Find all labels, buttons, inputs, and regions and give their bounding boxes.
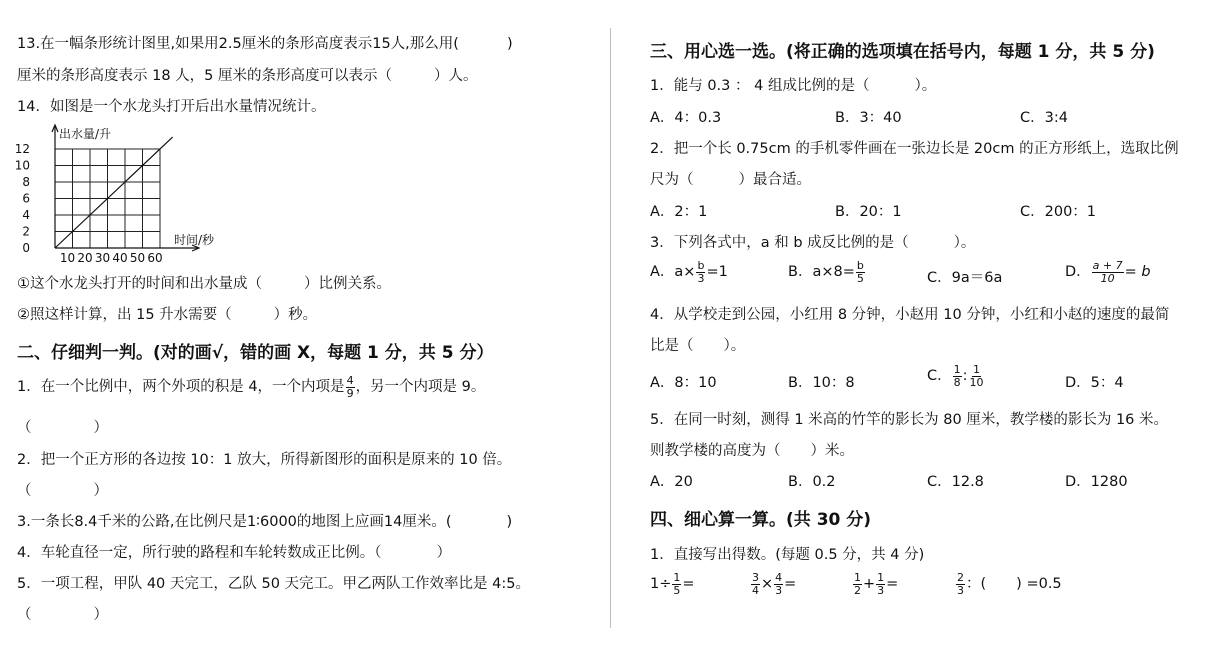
choice-4-line-2 [650,334,745,355]
fraction-numerator: 1 [673,571,681,584]
x-tick-label: 40 [112,251,128,265]
option-b-text: B．a×8= [788,264,855,281]
section-3-title: 三、用心选一选。(将正确的选项填在括号内，每题 1 分，共 5 分) [650,42,1155,62]
choice-3-option-c: C．9a＝6a [927,270,1003,286]
fraction-denominator: 5 [673,583,681,597]
fraction-numerator: a + 7 [1092,259,1123,272]
fraction-denominator: 3 [877,583,885,597]
fraction-numerator: 1 [973,363,981,376]
q13-text-c: 厘米的条形高度表示 18 人，5 厘米的条形高度可以表示（ [17,68,393,84]
fraction-numerator: b [856,259,864,272]
fraction-numerator: 2 [957,571,964,584]
paren-close: ） [93,483,108,499]
x-axis-label: 时间/秒 [174,233,215,247]
paren-close: ） [93,420,108,436]
x-tick-label: 30 [94,251,111,265]
fraction-denominator: 3 [697,271,705,285]
fraction-denominator: 10 [1100,271,1115,285]
option-c-text: C． [927,368,952,385]
q14-1-text-a: ①这个水龙头打开的时间和出水量成（ [17,276,262,292]
equals-sign: = [886,576,899,593]
column-divider [610,28,611,628]
q14-1-text-b: ）比例关系。 [304,276,391,292]
choice-2-option-b: B．20：1 [835,204,902,220]
equals-sign: = [682,576,695,593]
fraction-numerator: 3 [752,571,759,584]
q14-2-text-a: ②照这样计算，出 15 升水需要（ [17,307,232,323]
fraction-b-3 [696,260,705,284]
judge-1-text-b: ，另一个内项是 9。 [355,379,486,396]
judge-4-text-a: 4．车轮直径一定，所行驶的路程和车轮转数成正比例。（ [17,545,382,561]
choice-3-option-b [788,260,866,284]
choice-3-option-d [1065,260,1151,284]
choice-3-text-b: ）。 [953,235,976,251]
choice-5-option-b: B．0.2 [788,474,836,490]
judge-3-text-b: ) [506,514,513,530]
judge-4 [17,541,451,562]
judge-5: 5．一项工程，甲队 40 天完工，乙队 50 天完工。甲乙两队工作效率比是 4:5。 [17,576,531,592]
fraction-4-3 [774,572,783,596]
choice-2-line-2 [650,168,811,189]
equals-sign: = [784,576,797,593]
section-2-title: 二、仔细判一判。(对的画√，错的画 X，每题 1 分，共 5 分） [17,343,494,363]
choice-1-text-b: ）。 [914,78,937,94]
fraction-1-2 [853,572,862,596]
paren-open: （ [17,607,32,623]
calc-item-1 [650,572,695,596]
choice-4-line-1: 4．从学校走到公园，小红用 8 分钟，小赵用 10 分钟，小红和小赵的速度的最简 [650,307,1170,323]
choice-5-option-d: D．1280 [1065,474,1128,490]
x-tick-label: 20 [77,251,93,265]
y-tick-label: 4 [22,208,30,222]
x-tick-label: 60 [147,251,163,265]
fraction-denominator: 10 [969,375,984,389]
choice-3-option-a [650,260,728,284]
choice-4-option-a: A．8：10 [650,375,717,391]
ratio-separator: : [962,368,968,385]
judge-3 [17,510,512,531]
judge-1 [17,375,485,399]
choice-5-text-b: 则教学楼的高度为（ [650,443,781,459]
fraction-1-5 [672,572,681,596]
section-4-title: 四、细心算一算。(共 30 分) [650,510,872,530]
question-14: 14．如图是一个水龙头打开后出水量情况统计。 [17,99,326,115]
fraction-numerator: 4 [775,571,783,584]
choice-4-text-b: 比是（ [650,338,694,354]
fraction-denominator: 3 [775,583,783,597]
choice-5-option-a: A．20 [650,474,693,490]
q13-text-b: ) [506,36,513,52]
choice-4-option-c [927,364,986,388]
choice-1 [650,74,936,95]
fraction-denominator: 2 [854,583,861,597]
fraction-denominator: 9 [346,386,354,400]
fraction-denominator: 8 [953,375,961,389]
choice-5-line-2 [650,439,854,460]
question-14-part-2 [17,303,317,324]
fraction-4-9 [346,375,355,399]
fraction-3-4 [751,572,760,596]
choice-4-option-d: D．5：4 [1065,375,1124,391]
paren-open: （ [17,420,32,436]
fraction-denominator: 5 [856,271,864,285]
choice-1-option-a: A．4：0.3 [650,110,722,126]
calc-1-text: 1÷ [650,576,672,593]
paren-open: （ [17,483,32,499]
fraction-1-3 [876,572,885,596]
fraction-1-10 [969,364,985,388]
question-13-line-1 [17,32,513,53]
fraction-b-5 [856,260,865,284]
q14-2-text-b: ）秒。 [273,307,318,323]
fraction-numerator: b [697,259,705,272]
y-tick-label: 10 [14,158,30,173]
x-tick-label: 10 [59,251,76,265]
calc-item-4 [955,572,1062,596]
calc-item-3 [852,572,898,596]
choice-5-option-c: C．12.8 [927,474,984,490]
fraction-denominator: 3 [957,583,964,597]
y-tick-label: 6 [22,191,30,206]
y-tick-label: 12 [14,142,30,156]
fraction-2-3 [956,572,965,596]
option-a-text: A．a× [650,264,696,281]
choice-1-text-a: 1．能与 0.3 ： 4 组成比例的是（ [650,78,870,94]
choice-1-option-b: B．3：40 [835,110,902,126]
calc-intro: 1．直接写出得数。(每题 0.5 分，共 4 分) [650,547,925,563]
choice-4-text-c: ）。 [723,338,746,354]
option-d-end: = b [1124,264,1151,281]
question-13-line-2 [17,64,478,85]
fraction-numerator: 4 [346,374,354,387]
choice-3 [650,231,975,252]
y-axis-label: 出水量/升 [59,127,112,141]
choice-2-text-c: ）最合适。 [738,172,811,188]
choice-5-text-c: ）米。 [810,443,854,459]
option-a-end: =1 [706,264,728,281]
fraction-numerator: 1 [953,363,961,376]
q13-text-d: ）人。 [434,68,478,84]
fraction-1-8 [953,364,962,388]
judge-2: 2．把一个正方形的各边按 10：1 放大，所得新图形的面积是原来的 10 倍。 [17,452,512,468]
y-tick-label: 0 [22,241,30,255]
calc-4-text-c: ) =0.5 [1016,576,1062,593]
judge-4-text-b: ） [436,545,451,561]
fraction-numerator: 1 [877,571,885,584]
choice-1-option-c: C．3:4 [1020,110,1068,126]
paren-close: ） [93,607,108,623]
y-tick-label: 8 [22,175,30,189]
choice-2-line-1: 2．把一个长 0.75cm 的手机零件画在一张边长是 20cm 的正方形纸上，选取比例 [650,141,1179,157]
judge-1-text-a: 1．在一个比例中，两个外项的积是 4，一个内项是 [17,379,345,396]
question-14-part-1 [17,272,391,293]
fraction-numerator: 1 [854,571,861,584]
plus-sign: + [863,576,876,593]
calc-item-2 [750,572,796,596]
judge-2-answer[interactable] [17,479,108,500]
choice-5-line-1: 5．在同一时刻，测得 1 米高的竹竿的影长为 80 厘米，教学楼的影长为 16 米。 [650,412,1169,428]
x-tick-label: 50 [129,251,146,265]
y-tick-label: 2 [22,224,30,239]
q13-text-a: 13.在一幅条形统计图里,如果用2.5厘米的条形高度表示15人,那么用( [17,36,459,52]
calc-4-text-b: ：( [966,576,987,593]
fraction-a7-10 [1092,260,1124,284]
choice-2-text-b: 尺为（ [650,172,694,188]
fraction-denominator: 4 [752,583,759,597]
times-sign: × [761,576,774,593]
choice-3-text-a: 3．下列各式中，a 和 b 成反比例的是（ [650,235,909,251]
option-d-text: D． [1065,264,1091,281]
judge-1-answer[interactable] [17,416,108,437]
water-flow-chart [14,122,227,267]
judge-3-text-a: 3.一条长8.4千米的公路,在比例尺是1∶6000的地图上应画14厘米。( [17,514,452,530]
choice-4-option-b: B．10：8 [788,375,855,391]
judge-5-answer[interactable] [17,603,108,624]
choice-2-option-a: A．2：1 [650,204,708,220]
choice-2-option-c: C．200：1 [1020,204,1097,220]
